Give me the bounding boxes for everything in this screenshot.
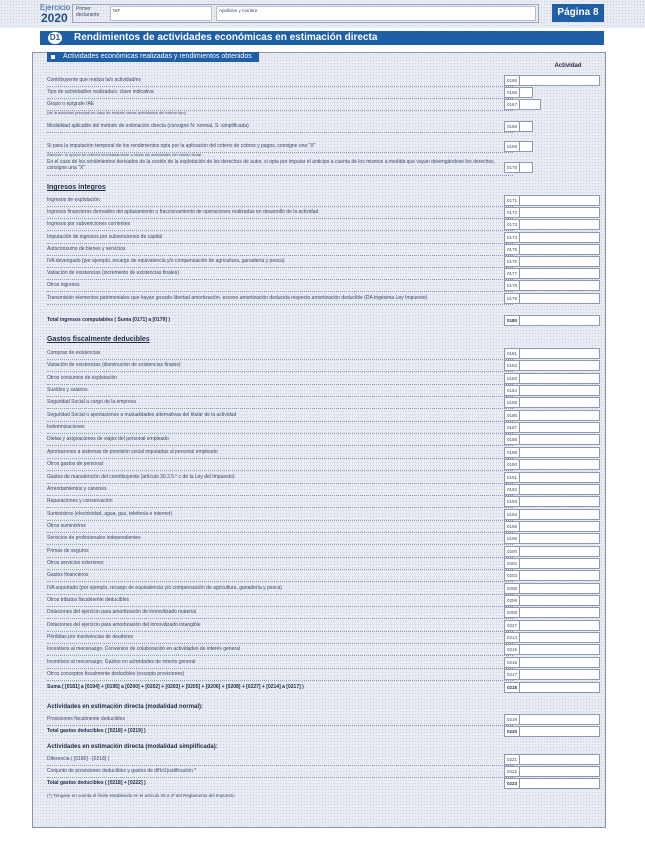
value-field[interactable] <box>519 509 600 520</box>
form-row-0206 <box>33 595 605 606</box>
row-label: Tipo de actividad/es realizada/s: clave indicativa <box>47 87 513 99</box>
form-row-0172 <box>33 207 605 218</box>
box-code: 0181 <box>504 348 520 359</box>
box-code: 0170 <box>504 162 520 173</box>
value-field[interactable] <box>519 293 600 304</box>
page-number: Página 8 <box>552 4 604 22</box>
row-label: Otros tributos fiscalmente deducibles <box>47 595 513 607</box>
row-label: Seguridad Social a cargo de la empresa <box>47 397 513 409</box>
box-code: 0218 <box>504 682 520 693</box>
form-row-0186 <box>33 410 605 421</box>
form-row-0189 <box>33 447 605 458</box>
row-label: Ingresos financieros derivados del aplazamiento o fraccionamiento de operaciones realizadas en desarrollo de la actividad <box>47 207 513 219</box>
row-label: Otros suministros <box>47 521 513 533</box>
total-normal-field[interactable] <box>519 726 600 737</box>
form-row-0188 <box>33 434 605 445</box>
total-simplificada-label: Total gastos deducibles ( [0218] + [0222] ) <box>47 780 146 786</box>
box-code: 0221 <box>504 754 520 765</box>
form-row-0190 <box>33 459 605 470</box>
box-code: 0182 <box>504 360 520 371</box>
form-row-0184 <box>33 385 605 396</box>
form-row-0170 <box>33 159 605 175</box>
form-row-0214 <box>33 632 605 643</box>
row-label: Ingresos de explotación <box>47 195 513 207</box>
form-row-0171 <box>33 195 605 206</box>
form-row-0177 <box>33 268 605 279</box>
row-label: Ingresos por subvenciones corrientes <box>47 219 513 231</box>
box-code: 0220 <box>504 726 520 737</box>
form-row-0165 <box>33 75 605 86</box>
value-field[interactable] <box>519 570 600 581</box>
simplificada-heading: Actividades en estimación directa (modalidad simplificada): <box>47 744 218 750</box>
box-code: 0187 <box>504 422 520 433</box>
value-field[interactable] <box>519 219 600 230</box>
row-label: Conjunto de provisiones deducibles y gastos de difícil justificación * <box>47 766 513 778</box>
box-code: 0192 <box>504 484 520 495</box>
value-field[interactable] <box>519 521 600 532</box>
box-code: 0206 <box>504 595 520 606</box>
suma-gastos-label: Suma ( [0181] a [0194] + [0195] a [0200] + [0202] + [0203] + [0205] + [0206] + [0208] + [0227] + [0214] a [0217] ) <box>47 684 304 690</box>
value-field[interactable] <box>519 754 600 765</box>
value-field[interactable] <box>519 657 600 668</box>
row-label: Seguridad Social o aportaciones a mutualidades alternativas del titular de la actividad <box>47 410 513 422</box>
form-row-0222 <box>33 766 605 777</box>
row-label: Sueldos y salarios <box>47 385 513 397</box>
box-code: 0175 <box>504 244 520 255</box>
total-ingresos-label: Total ingresos computables ( Suma [0171] a [0179] ) <box>47 317 170 323</box>
value-field[interactable] <box>519 280 600 291</box>
value-field[interactable] <box>519 268 600 279</box>
value-field[interactable] <box>519 99 541 110</box>
box-code: 0223 <box>504 778 520 789</box>
value-field[interactable] <box>519 360 600 371</box>
row-label: Otros gastos de personal <box>47 459 513 471</box>
box-code: 0176 <box>504 256 520 267</box>
box-code: 0185 <box>504 397 520 408</box>
checkbox-field[interactable] <box>519 141 533 152</box>
box-code: 0190 <box>504 459 520 470</box>
nif-label: NIF <box>113 8 121 13</box>
value-field[interactable] <box>519 195 600 206</box>
value-field[interactable] <box>519 348 600 359</box>
form-row-0203 <box>33 570 605 581</box>
box-code: 0215 <box>504 644 520 655</box>
form-row-0196 <box>33 533 605 544</box>
ejercicio-year: 2020 <box>41 11 68 25</box>
value-field[interactable] <box>519 397 600 408</box>
value-field[interactable] <box>519 607 600 618</box>
box-code: 0183 <box>504 373 520 384</box>
form-row-0182 <box>33 360 605 371</box>
value-field[interactable] <box>519 373 600 384</box>
form-row-0218 <box>33 682 605 693</box>
box-code: 0216 <box>504 657 520 668</box>
box-code: 0166 <box>504 87 520 98</box>
form-row-0208 <box>33 607 605 618</box>
form-row-0216 <box>33 657 605 668</box>
form-row-0169 <box>33 141 605 152</box>
row-label: Otros servicios exteriores <box>47 558 513 570</box>
form-row-0181 <box>33 348 605 359</box>
row-label: Incentivos al mecenazgo. Convenios de colaboración en actividades de interés general <box>47 644 513 656</box>
box-code: 0203 <box>504 570 520 581</box>
row-label: Si para la imputación temporal de los rendimientos opta por la aplicación del criterio de cobros y pagos, consigne una "X" <box>47 141 513 153</box>
form-row-0175 <box>33 244 605 255</box>
box-code: 0193 <box>504 496 520 507</box>
row-label: Dotaciones del ejercicio para amortización del inmovilizado intangible <box>47 620 513 632</box>
value-field[interactable] <box>519 644 600 655</box>
value-field[interactable] <box>519 484 600 495</box>
row-label: Primas de seguros <box>47 546 513 558</box>
value-field[interactable] <box>519 583 600 594</box>
row-label: Autoconsumo de bienes y servicios <box>47 244 513 256</box>
row-label: Incentivos al mecenazgo. Gastos en actividades de interés general <box>47 657 513 669</box>
total-normal-label: Total gastos deducibles ( [0218] + [0219] ) <box>47 728 146 734</box>
value-field[interactable] <box>519 207 600 218</box>
section-code: D1 <box>49 33 61 42</box>
form-row-0205 <box>33 583 605 594</box>
row-label: Arrendamientos y cánones <box>47 484 513 496</box>
value-field[interactable] <box>519 459 600 470</box>
box-code: 0180 <box>504 315 520 326</box>
box-code: 0219 <box>504 714 520 725</box>
form-row-0200 <box>33 546 605 557</box>
row-label: Diferencia ( [0180] - [0218] ) <box>47 754 513 766</box>
box-code: 0184 <box>504 385 520 396</box>
row-label: Reparaciones y conservación <box>47 496 513 508</box>
form-row-0183 <box>33 373 605 384</box>
form-row-0176 <box>33 256 605 267</box>
row-label: Transmisión elementos patrimoniales que hayan gozado libertad amortización, exceso amortización deducida respecto amortización deducible (DA trigésima Ley Impuesto) <box>47 293 513 305</box>
row-label: Compras de existencias <box>47 348 513 360</box>
value-field[interactable] <box>519 447 600 458</box>
box-code: 0172 <box>504 207 520 218</box>
form-row-0180 <box>33 315 605 326</box>
row-label: Indemnizaciones <box>47 422 513 434</box>
row-label: Aportaciones a sistemas de previsión social imputadas al personal empleado <box>47 447 513 459</box>
form-row-0187 <box>33 422 605 433</box>
value-field[interactable] <box>519 632 600 643</box>
name-field[interactable] <box>216 6 536 21</box>
bullet-icon <box>51 55 55 59</box>
form-row-0191 <box>33 472 605 483</box>
row-label: Gastos de manutención del contribuyente (artículo 30.2.5.º c de la Ley del Impuesto) <box>47 472 513 484</box>
box-code: 0174 <box>504 232 520 243</box>
box-code: 0194 <box>504 509 520 520</box>
row-label: Grupo o epígrafe IAE <box>47 99 513 111</box>
activity-column-header: Actividad <box>554 63 582 69</box>
declarante-box <box>72 4 539 23</box>
form-row-0220 <box>33 726 605 737</box>
footnote: (*) Téngase en cuenta el límite establecido en el artículo 30.2.4ª del Reglamento del Impuesto. <box>47 793 236 798</box>
value-field[interactable] <box>519 87 533 98</box>
total-ingresos-field[interactable] <box>519 315 600 326</box>
nif-field[interactable] <box>110 6 212 21</box>
row-label: Modalidad aplicable del método de estimación directa (consigne N: normal, S: simplificada) <box>47 121 513 133</box>
subsection-title: Actividades económicas realizadas y rendimientos obtenidos <box>63 53 252 60</box>
form-row-0217 <box>33 669 605 680</box>
value-field[interactable] <box>519 766 600 777</box>
name-label: Apellidos y nombre <box>219 8 258 13</box>
form-row-0185 <box>33 397 605 408</box>
form-row-0173 <box>33 219 605 230</box>
box-code: 0177 <box>504 268 520 279</box>
ingresos-heading: Ingresos íntegros <box>47 184 106 191</box>
value-field[interactable] <box>519 422 600 433</box>
ejercicio-label: Ejercicio <box>40 3 71 12</box>
row-label: Gastos financieros <box>47 570 513 582</box>
form-row-0219 <box>33 714 605 725</box>
box-code: 0214 <box>504 632 520 643</box>
section-title: Rendimientos de actividades económicas en estimación directa <box>74 32 378 43</box>
row-label: IVA soportado (por ejemplo, recargo de equivalencia y/o compensación de agricultura, ganadería y pesca) <box>47 583 513 595</box>
box-code: 0208 <box>504 607 520 618</box>
value-field[interactable] <box>519 75 600 86</box>
value-field[interactable] <box>519 558 600 569</box>
value-field[interactable] <box>519 434 600 445</box>
form-row-0202 <box>33 558 605 569</box>
box-code: 0168 <box>504 121 520 132</box>
form-row-0227 <box>33 620 605 631</box>
form-row-0195 <box>33 521 605 532</box>
gastos-heading: Gastos fiscalmente deducibles <box>47 336 150 343</box>
row-label: Otros conceptos fiscalmente deducibles (excepto provisiones) <box>47 669 513 681</box>
normal-heading: Actividades en estimación directa (modalidad normal): <box>47 704 204 710</box>
value-field[interactable] <box>519 244 600 255</box>
value-field[interactable] <box>519 714 600 725</box>
suma-gastos-field[interactable] <box>519 682 600 693</box>
value-field[interactable] <box>519 256 600 267</box>
box-code: 0191 <box>504 472 520 483</box>
box-code: 0189 <box>504 447 520 458</box>
form-row-0167 <box>33 99 605 110</box>
total-simplificada-field[interactable] <box>519 778 600 789</box>
box-code: 0227 <box>504 620 520 631</box>
value-field[interactable] <box>519 410 600 421</box>
value-field[interactable] <box>519 472 600 483</box>
box-code: 0217 <box>504 669 520 680</box>
box-code: 0179 <box>504 293 520 304</box>
box-code: 0173 <box>504 219 520 230</box>
box-code: 0205 <box>504 583 520 594</box>
row-label: Provisiones fiscalmente deducibles <box>47 714 513 726</box>
box-code: 0195 <box>504 521 520 532</box>
row-label: Variación de existencias (disminución de existencias finales) <box>47 360 513 372</box>
section-bar <box>40 31 604 45</box>
checkbox-field[interactable] <box>519 162 533 173</box>
form-row-0192 <box>33 484 605 495</box>
row-label: Variación de existencias (incremento de existencias finales) <box>47 268 513 280</box>
row-label: Contribuyente que realiza la/s actividad/es <box>47 75 513 87</box>
row-label: En el caso de los rendimientos derivados de la cesión de la explotación de los derechos de autor, si opta por imputar el anticipo a cuenta de los mismos a medida que vayan devengándose los derechos, consigne una "X" <box>47 159 513 176</box>
value-field[interactable] <box>519 232 600 243</box>
box-code: 0202 <box>504 558 520 569</box>
value-field[interactable] <box>519 546 600 557</box>
row-label: Servicios de profesionales independientes <box>47 533 513 545</box>
declarante-label: Primer declarante <box>76 6 100 18</box>
box-code: 0169 <box>504 141 520 152</box>
form-row-0221 <box>33 754 605 765</box>
box-code: 0222 <box>504 766 520 777</box>
box-code: 0165 <box>504 75 520 86</box>
value-field[interactable] <box>519 385 600 396</box>
atencion-note: Atención: la opción se referirá necesariamente a todas las actividades del mismo titular <box>47 152 202 157</box>
box-code: 0171 <box>504 195 520 206</box>
row-label: Suministros (electricidad, agua, gas, telefonía e internet) <box>47 509 513 521</box>
form-row-0193 <box>33 496 605 507</box>
row-label: Otros ingresos <box>47 280 513 292</box>
value-field[interactable] <box>519 595 600 606</box>
form-row-0178 <box>33 280 605 291</box>
row-label: Dietas y asignaciones de viajes del personal empleado <box>47 434 513 446</box>
page-header <box>0 0 645 28</box>
form-row-0174 <box>33 232 605 243</box>
value-field[interactable] <box>519 121 533 132</box>
subsection-tab <box>47 52 259 62</box>
value-field[interactable] <box>519 620 600 631</box>
box-code: 0178 <box>504 280 520 291</box>
row-label: Imputación de ingresos por subvenciones de capital <box>47 232 513 244</box>
form-row-0215 <box>33 644 605 655</box>
row-label: Otros consumos de explotación <box>47 373 513 385</box>
box-code: 0200 <box>504 546 520 557</box>
row-label: Pérdidas por insolvencias de deudores <box>47 632 513 644</box>
box-code: 0188 <box>504 434 520 445</box>
row-label: IVA devengado (por ejemplo, recargo de equivalencia y/o compensación de agricultura, ganadería y pesca) <box>47 256 513 268</box>
form-row-0194 <box>33 509 605 520</box>
box-code: 0196 <box>504 533 520 544</box>
form-row-0223 <box>33 778 605 789</box>
form-panel <box>32 52 606 828</box>
row-label: Dotaciones del ejercicio para amortización de inmovilizado material <box>47 607 513 619</box>
box-code: 0167 <box>504 99 520 110</box>
form-row-0166 <box>33 87 605 98</box>
box-code: 0186 <box>504 410 520 421</box>
value-field[interactable] <box>519 496 600 507</box>
value-field[interactable] <box>519 669 600 680</box>
value-field[interactable] <box>519 533 600 544</box>
form-row-0179 <box>33 293 605 304</box>
grupo-note: (de la actividad principal en caso de realizar varias actividades del mismo tipo) <box>47 110 186 115</box>
form-row-0168 <box>33 121 605 132</box>
